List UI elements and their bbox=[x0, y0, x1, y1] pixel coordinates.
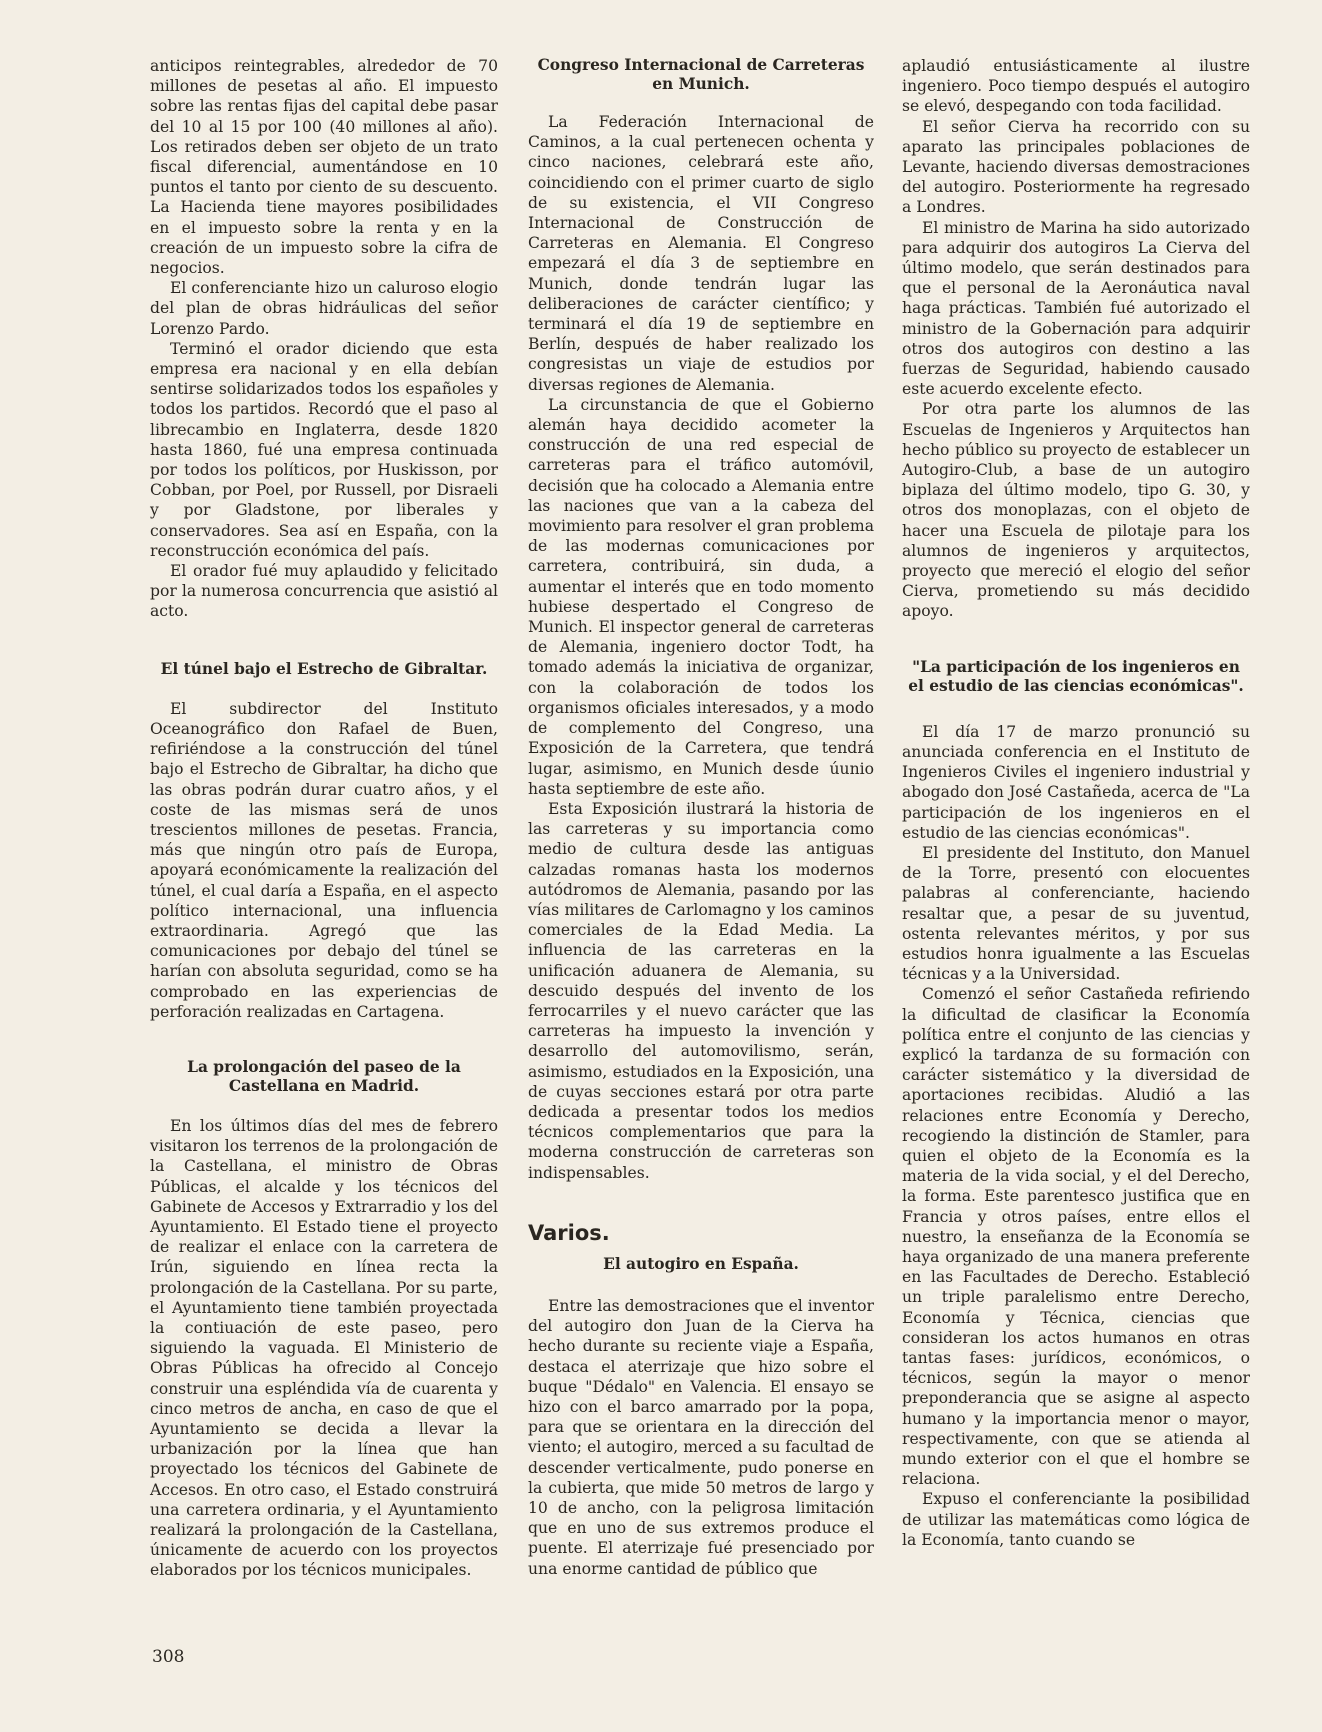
article-heading: Congreso Internacional de Carreteras en Munich. bbox=[537, 56, 865, 93]
paragraph: El orador fué muy aplaudido y felicitado por la numerosa concurrencia que asistió al acto. bbox=[150, 562, 498, 621]
article-heading: "La participación de los ingenieros en el estudio de las ciencias económicas". bbox=[908, 657, 1244, 695]
section-heading: Varios. bbox=[528, 1220, 610, 1245]
paragraph: Comenzó el señor Castañeda refiriendo la dificultad de clasificar la Economía política entre el conjunto de las ciencias y explicó la tardanza de su formación con carácter sistemático y la diversidad de aportaciones recibidas. Aludió a las relaciones entre Economía y Derecho, recogiendo la distinción de Stamler, para quien el objeto de la Economía es la materia de la vida social, y el del Derecho, la forma. Este parentesco justifica que en Francia y otros países, entre ellos el nuestro, la enseñanza de la Economía se haya organizado de una manera preferente en las Facultades de Derecho. Estableció un triple paralelismo entre Derecho, Economía y Técnica, ciencias que consideran los actos humanos en otras tantas fases: jurídicos, económicos, o técnicos, según la mayor o menor preponderancia que se asigne al aspecto humano y la importancia menor o mayor, respectivamente, con que se atienda al mundo exterior con el que el hombre se relaciona. bbox=[902, 985, 1250, 1489]
paragraph: El día 17 de marzo pronunció su anunciada conferencia en el Instituto de Ingenieros Civiles el ingeniero industrial y abogado don José Castañeda, acerca de "La participación de los ingenieros en el estudio de las ciencias económicas". bbox=[902, 722, 1250, 842]
paragraph: El subdirector del Instituto Oceanográfico don Rafael de Buen, refiriéndose a la construcción del túnel bajo el Estrecho de Gibraltar, ha dicho que las obras podrán durar cuatro años, y el coste de las mismas será de unos trescientos millones de pesetas. Francia, más que ningún otro país de Europa, apoyará económicamente la realización del túnel, el cual daría a España, en el aspecto político internacional, una influencia extraordinaria. Agregó que las comunicaciones por debajo del túnel se harían con absoluta seguridad, como se ha comprobado en las experiencias de perforación realizadas en Cartagena. bbox=[150, 699, 498, 1021]
paragraph: La circunstancia de que el Gobierno alemán haya decidido acometer la construcción de una red especial de carreteras para el tráfico automóvil, decisión que ha colocado a Alemania entre las naciones que van a la cabeza del movimiento para resolver el gran problema de las modernas comunicaciones por carretera, contribuirá, sin duda, a aumentar el interés que en todo momento hubiese despertado el Congreso de Munich. El inspector general de carreteras de Alemania, ingeniero doctor Todt, ha tomado además la iniciativa de organizar, con la colaboración de todos los organismos oficiales interesados, y a modo de complemento del Congreso, una Exposición de la Carretera, que tendrá lugar, asimismo, en Munich desde úunio hasta septiembre de este año. bbox=[528, 395, 874, 798]
paragraph: Entre las demostraciones que el inventor del autogiro don Juan de la Cierva ha hecho durante su reciente viaje a España, destaca el aterrizaje que hizo sobre el buque "Dédalo" en Valencia. El ensayo se hizo con el barco amarrado por la popa, para que se orientara en la dirección del viento; el autogiro, merced a su facultad de descender verticalmente, pudo ponerse en la cubierta, que mide 50 metros de largo y 10 de ancho, con la peligrosa limitación que en uno de sus extremos produce el puente. El aterrizaje fué presenciado por una enorme cantidad de público que bbox=[528, 1296, 874, 1578]
article-heading: El autogiro en España. bbox=[603, 1254, 799, 1273]
paragraph: La Federación Internacional de Caminos, a la cual pertenecen ochenta y cinco naciones, celebrará este año, coincidiendo con el primer cuarto de siglo de su existencia, el VII Congreso Internacional de Construcción de Carreteras en Alemania. El Congreso empezará el día 3 de septiembre en Munich, donde tendrán lugar las deliberaciones de carácter científico; y terminará el día 19 de septiembre en Berlín, después de haber realizado los congresistas un viaje de estudios por diversas regiones de Alemania. bbox=[528, 113, 874, 394]
paragraph: El ministro de Marina ha sido autorizado para adquirir dos autogiros La Cierva del último modelo, que serán destinados para que el personal de la Aeronáutica naval haga prácticas. También fué autorizado el ministro de la Gobernación para adquirir otros dos autogiros con destino a las fuerzas de Seguridad, habiendo causado este acuerdo excelente efecto. bbox=[902, 218, 1250, 399]
paragraph: El presidente del Instituto, don Manuel de la Torre, presentó con elocuentes palabras al conferenciante, haciendo resaltar que, a pesar de su juventud, ostenta relevantes méritos, y por sus estudios honra igualmente a las Escuelas técnicas y a la Universidad. bbox=[902, 843, 1250, 984]
paragraph: anticipos reintegrables, alrededor de 70 millones de pesetas al año. El impuesto sobre las rentas fijas del capital debe pasar del 10 al 15 por 100 (40 millones al año). Los retirados deben ser objeto de un trato fiscal diferencial, aumentándose en 10 puntos el tanto por ciento de su descuento. La Hacienda tiene mayores posibilidades en el impuesto sobre la renta y en la creación de un impuesto sobre la cifra de negocios. bbox=[150, 57, 498, 278]
column-middle bbox=[528, 56, 874, 1579]
paragraph: En los últimos días del mes de febrero visitaron los terrenos de la prolongación de la Castellana, el ministro de Obras Públicas, el alcalde y los técnicos del Gabinete de Accesos y Extrarradio y los del Ayuntamiento. El Estado tiene el proyecto de realizar el enlace con la carretera de Irún, siguiendo en línea recta la prolongación de la Castellana. Por su parte, el Ayuntamiento tiene también proyectada la contiuación de este paseo, pero siguiendo la vaguada. El Ministerio de Obras Públicas ha ofrecido al Concejo construir una espléndida vía de cuarenta y cinco metros de ancha, en caso de que el Ayuntamiento se decida a llevar la urbanización por la línea que han proyectado los técnicos del Gabinete de Accesos. En otro caso, el Estado construirá una carretera ordinaria, y el Ayuntamiento realizará la prolongación de la Castellana, únicamente de acuerdo con los proyectos elaborados por los técnicos municipales. bbox=[150, 1116, 498, 1580]
column-left bbox=[150, 56, 498, 1581]
paragraph: Expuso el conferenciante la posibilidad de utilizar las matemáticas como lógica de la Economía, tanto cuando se bbox=[902, 1490, 1250, 1549]
paragraph: Por otra parte los alumnos de las Escuelas de Ingenieros y Arquitectos han hecho público su proyecto de establecer un Autogiro-Club, a base de un autogiro biplaza del último modelo, tipo G. 30, y otros dos monoplazas, con el objeto de hacer una Escuela de pilotaje para los alumnos de ingenieros y arquitectos, proyecto que mereció el elogio del señor Cierva, prometiendo su más decidido apoyo. bbox=[902, 400, 1250, 621]
paragraph: Esta Exposición ilustrará la historia de las carreteras y su importancia como medio de cultura desde las antiguas calzadas romanas hasta los modernos autódromos de Alemania, pasando por las vías militares de Carlomagno y los caminos comerciales de la Edad Media. La influencia de las carreteras en la unificación aduanera de Alemania, su descuido después del invento de los ferrocarriles y el nuevo carácter que las carreteras ha impuesto la invención y desarrollo del automovilismo, serán, asimismo, estudiados en la Exposición, una de cuyas secciones estará por otra parte dedicada a presentar todos los medios técnicos complementarios que para la moderna construcción de carreteras son indispensables. bbox=[528, 799, 874, 1182]
paragraph: aplaudió entusiásticamente al ilustre ingeniero. Poco tiempo después el autogiro se elevó, despegando con toda facilidad. bbox=[902, 57, 1250, 116]
column-right bbox=[902, 56, 1250, 1550]
paragraph: El señor Cierva ha recorrido con su aparato las principales poblaciones de Levante, haciendo diversas demostraciones del autogiro. Posteriormente ha regresado a Londres. bbox=[902, 117, 1250, 217]
article-heading: La prolongación del paseo de la Castellana en Madrid. bbox=[187, 1057, 461, 1095]
article-heading: El túnel bajo el Estrecho de Gibraltar. bbox=[160, 659, 488, 678]
page-number: 308 bbox=[152, 1647, 185, 1667]
paragraph: Terminó el orador diciendo que esta empresa era nacional y en ella debían sentirse solidarizados todos los españoles y todos los partidos. Recordó que el paso al librecambio en Inglaterra, desde 1820 hasta 1860, fué una empresa continuada por todos los políticos, por Huskisson, por Cobban, por Poel, por Russell, por Disraeli y por Gladstone, por liberales y conservadores. Sea así en España, con la reconstrucción económica del país. bbox=[150, 339, 498, 560]
paragraph: El conferenciante hizo un caluroso elogio del plan de obras hidráulicas del señor Lorenzo Pardo. bbox=[150, 279, 498, 338]
